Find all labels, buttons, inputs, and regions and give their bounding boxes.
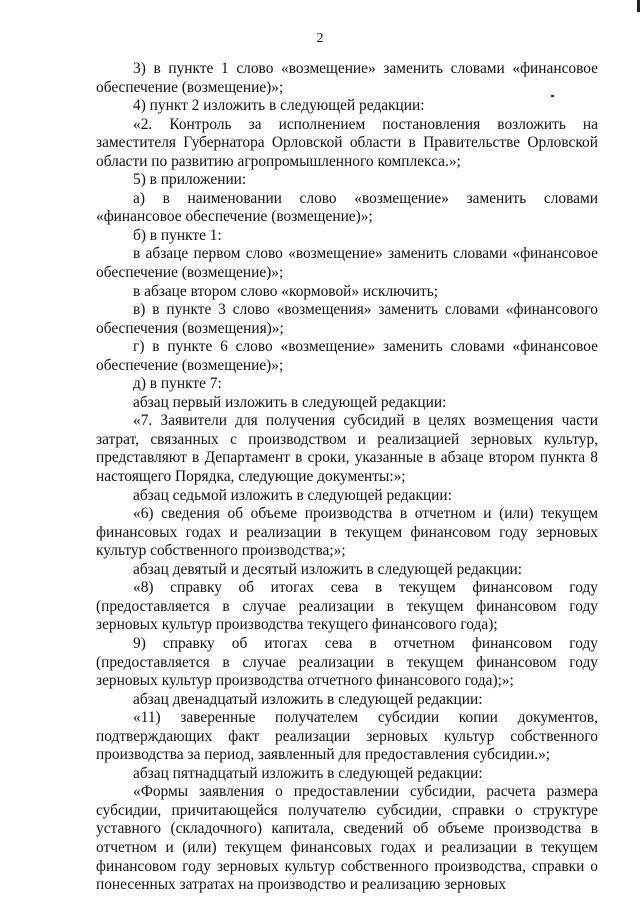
paragraph: абзац седьмой изложить в следующей редакции: (133, 486, 452, 504)
paragraph: в) в пункте 3 слово «возмещения» заменить словами «финансового обеспечения (возмещения)»; (96, 301, 598, 337)
paragraph: 3) в пункте 1 слово «возмещение» заменить словами «финансовое обеспечение (возмещение)»; (96, 60, 598, 96)
paragraph: а) в наименовании слово «возмещение» заменить словами «финансовое обеспечение (возмещение)»; (96, 189, 598, 226)
page-number: 2 (316, 31, 324, 46)
paragraph: «11) заверенные получателем субсидии копии документов, подтверждающих факт реализации зерновых культур собственного производства за период, заявленный для предоставления субсидии.»; (96, 709, 598, 764)
paragraph: абзац пятнадцатый изложить в следующей редакции: (133, 764, 483, 782)
paragraph: 5) в приложении: (133, 171, 247, 189)
paragraph: в абзаце втором слово «кормовой» исключить; (133, 282, 439, 300)
paragraph: абзац двенадцатый изложить в следующей редакции: (133, 690, 483, 708)
paragraph: д) в пункте 7: (133, 375, 222, 393)
paragraph: г) в пункте 6 слово «возмещение» заменить словами «финансовое обеспечение (возмещение)»; (96, 338, 598, 374)
paragraph: в абзаце первом слово «возмещение» заменить словами «финансовое обеспечение (возмещение)»; (96, 245, 598, 282)
paragraph: абзац девятый и десятый изложить в следующей редакции: (133, 560, 523, 578)
paragraph: 4) пункт 2 изложить в следующей редакции: (133, 97, 425, 115)
paragraph: б) в пункте 1: (133, 226, 222, 244)
paragraph: абзац первый изложить в следующей редакции: (133, 393, 447, 411)
paragraph: «8) справку об итогах сева в текущем финансовом году (предоставляется в случае реализации в текущем финансовом году зерновых культур производства текущего финансового года); (96, 579, 598, 634)
paragraph: 9) справку об итогах сева в отчетном финансовом году (предоставляется в случае реализации в текущем финансовом году зерновых культур производства отчетного финансового года);»; (96, 634, 598, 690)
paragraph: «2. Контроль за исполнением постановления возложить на заместителя Губернатора Орловской области в Правительстве Орловской области по развитию агропромышленного комплекса.»; (96, 115, 598, 170)
paragraph: «Формы заявления о предоставлении субсидии, расчета размера субсидии, причитающейся получателю субсидии, справки о структуре уставного (складочного) капитала, сведений об объеме производства в отчетном и (или) текущем финансовых годах и реализации в текущем финансовом году зерновых культур собственного производства, справки о понесенных затратах на производство и реализацию зерновых (96, 783, 598, 894)
paragraph: «6) сведения об объеме производства в отчетном и (или) текущем финансовых годах и реализации в текущем финансовом году зерновых культур собственного производства;»; (96, 505, 598, 560)
paragraph: «7. Заявители для получения субсидий в целях возмещения части затрат, связанных с производством и реализацией зерновых культур, представляют в Департамент в сроки, указанные в абзаце втором пункта 8 настоящего Порядка, следующие документы:»; (96, 412, 598, 486)
document-body (96, 60, 598, 895)
